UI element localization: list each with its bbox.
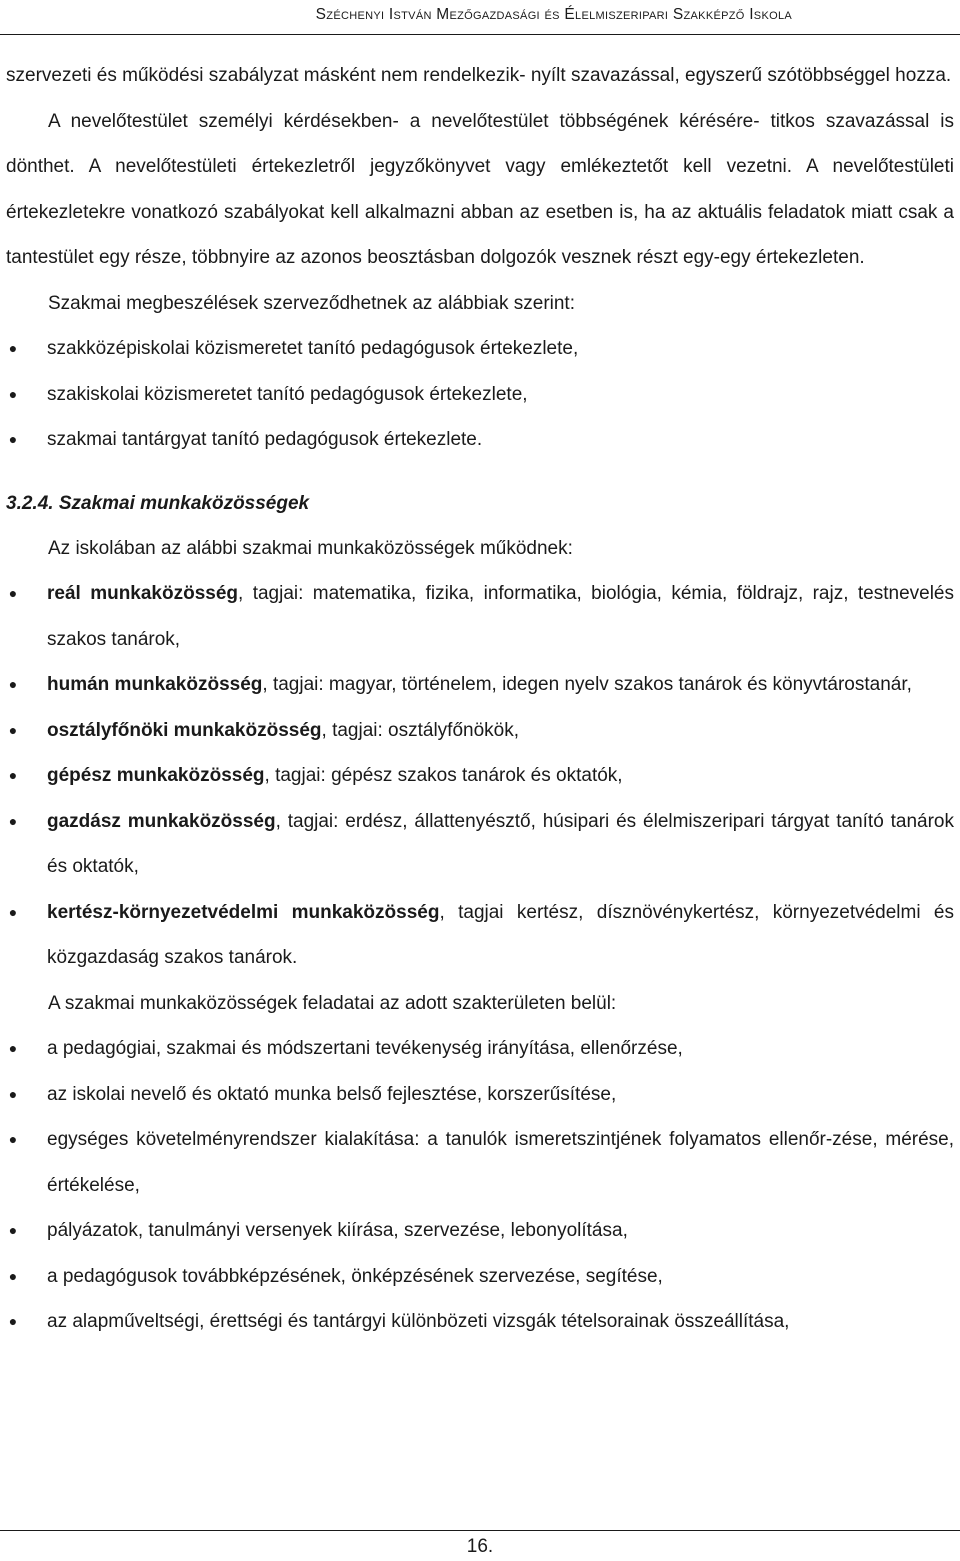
list-item: ● gazdász munkaközösség, tagjai: erdész, állattenyésztő, húsipari és élelmiszeripari tárgyat tanító tanárok és oktatók, (6, 799, 954, 890)
bullet-icon: ● (8, 767, 18, 783)
workgroup-name: gépész munkaközösség (47, 765, 265, 786)
list-item: ● az alapműveltségi, érettségi és tantárgyi különbözeti vizsgák tételsorainak összeállítása, (6, 1299, 954, 1345)
page-number: 16. (466, 1536, 494, 1557)
list-item: ● szakiskolai közismeretet tanító pedagógusok értekezlete, (6, 372, 954, 418)
workgroup-name: reál munkaközösség (47, 583, 239, 604)
paragraph-staff-meeting: A nevelőtestület személyi kérdésekben- a nevelőtestület többségének kérésére- titkos szavazással is dönthet. A nevelőtestületi értekezletről jegyzőkönyvet vagy emlékeztetőt kell vezetni. A nevelőtestületi értekezletekre vonatkozó szabályokat kell alkalmazni abban az esetben is, ha az aktuális feladatok miatt csak a tantestület egy része, többnyire az azonos beosztásban dolgozók vesznek részt egy-egy értekezleten. (6, 110, 954, 268)
bullet-icon: ● (8, 340, 18, 356)
header-rule (0, 34, 960, 35)
list-item: ● egységes követelményrendszer kialakítása: a tanulók ismeretszintjének folyamatos ellenőr-zése, mérése, értékelése, (6, 1117, 954, 1208)
list-item: ● a pedagógusok továbbképzésének, önképzésének szervezése, segítése, (6, 1254, 954, 1300)
bullet-icon: ● (8, 385, 18, 402)
list-item: ● szakközépiskolai közismeretet tanító pedagógusok értekezlete, (6, 326, 954, 372)
bullet-icon: ● (8, 1040, 18, 1056)
bullet-icon: ● (8, 431, 18, 447)
bullet-icon: ● (8, 1222, 18, 1238)
paragraph-voting: szervezeti és működési szabályzat másként nem rendelkezik- nyílt szavazással, egyszerű szótöbbséggel hozza. (6, 65, 952, 86)
page-content (6, 53, 954, 1345)
bullet-icon: ● (8, 903, 18, 920)
paragraph-meetings-intro: Szakmai megbeszélések szerveződhetnek az alábbiak szerint: (48, 292, 575, 314)
paragraph-tasks-intro: A szakmai munkaközösségek feladatai az adott szakterületen belül: (48, 992, 617, 1014)
list-item: ● osztályfőnöki munkaközösség, tagjai: osztályfőnökök, (6, 708, 954, 754)
header-title: Széchenyi István Mezőgazdasági és Élelmiszeripari Szakképző Iskola (315, 6, 792, 23)
bullet-icon: ● (8, 721, 18, 738)
footer-rule (0, 1530, 960, 1531)
list-item: ● szakmai tantárgyat tanító pedagógusok értekezlete. (6, 417, 954, 463)
bullet-icon: ● (8, 1267, 18, 1284)
paragraph-workgroups-intro: Az iskolában az alábbi szakmai munkaközösségek működnek: (48, 537, 573, 559)
section-heading (6, 481, 954, 526)
bullet-icon: ● (8, 1085, 18, 1102)
workgroup-name: kertész-környezetvédelmi munkaközösség (47, 901, 440, 923)
section-title: Szakmai munkaközösségek (58, 492, 310, 514)
workgroups-list (6, 571, 954, 981)
page-footer (0, 1536, 960, 1558)
list-item: ● kertész-környezetvédelmi munkaközösség, tagjai kertész, dísznövénykertész, környezetvédelmi és közgazdaság szakos tanárok. (6, 890, 954, 981)
bullet-icon: ● (8, 812, 18, 829)
bullet-icon: ● (8, 1131, 18, 1147)
bullet-icon: ● (8, 676, 18, 692)
list-item: ● az iskolai nevelő és oktató munka belső fejlesztése, korszerűsítése, (6, 1072, 954, 1118)
list-item: ● a pedagógiai, szakmai és módszertani tevékenység irányítása, ellenőrzése, (6, 1026, 954, 1072)
tasks-list (6, 1026, 954, 1345)
list-item: ● pályázatok, tanulmányi versenyek kiírása, szervezése, lebonyolítása, (6, 1208, 954, 1254)
bullet-icon: ● (8, 585, 18, 601)
list-item: ● humán munkaközösség, tagjai: magyar, történelem, idegen nyelv szakos tanárok és könyvtárostanár, (6, 662, 954, 708)
workgroup-name: humán munkaközösség (47, 674, 263, 695)
running-header (0, 0, 960, 33)
list-item: ● reál munkaközösség, tagjai: matematika, fizika, informatika, biológia, kémia, földrajz, rajz, testnevelés szakos tanárok, (6, 571, 954, 662)
workgroup-name: gazdász munkaközösség (47, 810, 276, 832)
workgroup-name: osztályfőnöki munkaközösség (47, 719, 322, 741)
meeting-types-list (6, 326, 954, 463)
list-item: ● gépész munkaközösség, tagjai: gépész szakos tanárok és oktatók, (6, 753, 954, 799)
section-number: 3.2.4. (6, 492, 54, 514)
bullet-icon: ● (8, 1313, 18, 1329)
